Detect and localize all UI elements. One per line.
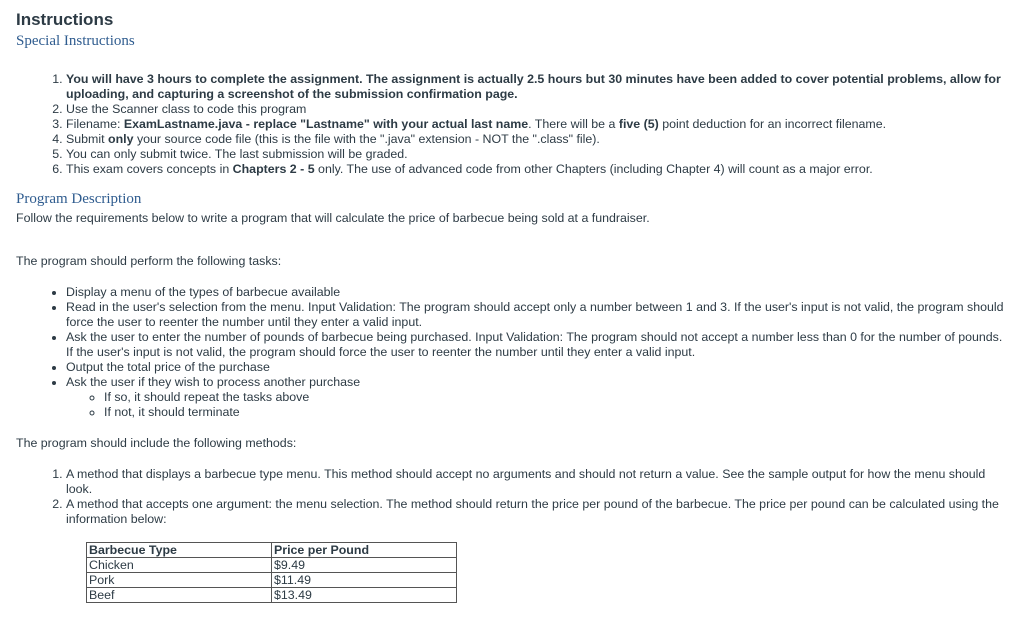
methods-list	[16, 467, 1008, 527]
list-item: 1. A method that displays a barbecue type menu. This method should accept no arguments and should not return a value. See the sample output for how the menu should look.	[66, 467, 1008, 497]
program-description-heading: Program Description	[16, 191, 142, 207]
intro-text: Follow the requirements below to write a program that will calculate the price of barbecue being sold at a fundraiser.	[16, 211, 650, 225]
list-item: • Output the total price of the purchase	[66, 360, 1008, 375]
special-instructions-list	[16, 72, 1008, 177]
list-item: 2. A method that accepts one argument: the menu selection. The method should return the price per pound of the barbecue. The price per pound can be calculated using the information below:	[66, 497, 1008, 527]
list-item: 4. Submit only your source code file (this is the file with the ".java" extension - NOT the ".class" file).	[66, 132, 1008, 147]
list-item: ◦ If so, it should repeat the tasks above	[104, 390, 1008, 405]
methods-intro: The program should include the following methods:	[16, 436, 297, 450]
page-title: Instructions	[16, 10, 114, 29]
list-item: • Ask the user if they wish to process another purchase ◦ If so, it should repeat the tasks above ◦ If not, it should terminate	[66, 375, 1008, 420]
list-item: 3. Filename: ExamLastname.java - replace "Lastname" with your actual last name. There will be a five (5) point deduction for an incorrect filename.	[66, 117, 1008, 132]
list-item: • Read in the user's selection from the menu. Input Validation: The program should accept only a number between 1 and 3. If the user's input is not valid, the program should force the user to reenter the number until they enter a valid input.	[66, 300, 1008, 330]
table-header: Barbecue Type	[87, 543, 272, 558]
list-item: 5. You can only submit twice. The last submission will be graded.	[66, 147, 1008, 162]
list-item: • Display a menu of the types of barbecue available	[66, 285, 1008, 300]
tasks-list	[16, 285, 1008, 420]
list-item: 6. This exam covers concepts in Chapters 2 - 5 only. The use of advanced code from other Chapters (including Chapter 4) will count as a major error.	[66, 162, 1008, 177]
list-item: 1. You will have 3 hours to complete the assignment. The assignment is actually 2.5 hours but 30 minutes have been added to cover potential problems, allow for uploading, and capturing a screenshot of the submission confirmation page.	[66, 72, 1008, 102]
table-row: Chicken $9.49	[87, 558, 457, 573]
table-row: Beef $13.49	[87, 588, 457, 603]
table-row: Pork $11.49	[87, 573, 457, 588]
list-item: ◦ If not, it should terminate	[104, 405, 1008, 420]
list-item: 2. Use the Scanner class to code this program	[66, 102, 1008, 117]
list-item: • Ask the user to enter the number of pounds of barbecue being purchased. Input Validation: The program should not accept a number less than 0 for the number of pounds. If the user's input is not valid, the program should force the user to reenter the number until they enter a valid input.	[66, 330, 1008, 360]
special-instructions-heading: Special Instructions	[16, 33, 135, 49]
table-header: Price per Pound	[272, 543, 457, 558]
tasks-intro: The program should perform the following tasks:	[16, 254, 282, 268]
price-table	[86, 542, 457, 603]
